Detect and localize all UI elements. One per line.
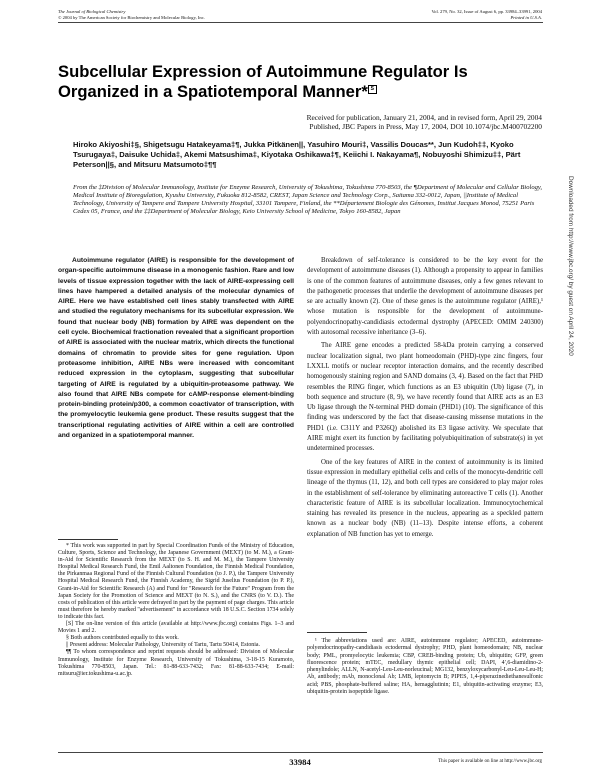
footnote-rule-left bbox=[58, 539, 118, 540]
received-line: Received for publication, January 21, 2004, and in revised form, April 29, 2004 bbox=[306, 113, 542, 122]
footer-rule bbox=[58, 752, 543, 753]
volume-line: Vol. 279, No. 32, Issue of August 6, pp. 33984–33991, 2004 bbox=[431, 9, 542, 14]
funding-footnote: * This work was supported in part by Special Coordination Funds of the Ministry of Education, Culture, Sports, Science and Technology, the Japanese Government (MEXT) (to M. M.), a Grant-in-Aid for Scientific Research from the MEXT (to S. H. and M. M.), the Tampere University Hospital Medical Research Fund, the Emil Aaltonen Foundation, the Finnish Medical Foundation, the Pirkanmaa Regional Fund of the Finnish Cultural Foundation (to J. P.), the Tampere University Hospital Medical Research Fund, the Finnish Academy, the Sigrid Juselius Foundation (to P. P.), Grant-in-Aid for Scientific Research (A) and Fund for "Research for the Future" Program from the Japan Society for the Promotion of Science and MEXT (to N. S.), and the CNRS (to V. D.). The costs of publication of this article were defrayed in part by the payment of page charges. This article must therefore be hereby marked "advertisement" in accordance with 18 U.S.C. Section 1734 solely to indicate this fact. bbox=[58, 543, 294, 620]
equal-contribution-footnote: § Both authors contributed equally to this work. bbox=[66, 635, 179, 642]
online-version-footnote: [S] The on-line version of this article (available at http://www.jbc.org) contains Figs. 1–3 and Movies 1 and 2. bbox=[58, 621, 294, 635]
publication-dates bbox=[57, 113, 542, 131]
page-number: 33984 bbox=[289, 757, 311, 767]
present-address-footnote: || Present address: Molecular Pathology, University of Tartu, Tartu 50414, Estonia. bbox=[66, 642, 260, 649]
published-line: Published, JBC Papers in Press, May 17, 2004, DOI 10.1074/jbc.M400702200 bbox=[309, 122, 542, 132]
download-note-text: Downloaded from http://www.jbc.org/ by guest on April 24, 2020 bbox=[567, 176, 574, 356]
journal-header-right bbox=[431, 9, 542, 20]
abbreviations-text: ¹ The abbreviations used are: AIRE, autoimmune regulator; APECED, autoimmune-polyendocrinopathy-candidiasis ectodermal dystrophy; PHD, plant homeodomain; NB, nuclear body; PML, promyelocytic leukemia; CBP, CREB-binding protein; Ub, ubiquitin; GFP, green fluorescence protein; mTEC, medullary thymic epithelial cell; DAPI, 4′,6-diamidino-2-phenylindole; ALLN, N-acetyl-Leu-Leu-norleucinal; MG132, benzyloxycarbonyl-Leu-Leu-Leu-H; Ab, antibody; mAb, monoclonal Ab; LMB, leptomycin B; PIPES, 1,4-piperazinediethanesulfonic acid; PBS, phosphate-buffered saline; HA, hemagglutinin; E1, ubiquitin-activating enzyme; E3, ubiquitin-protein isopeptide ligase. bbox=[307, 638, 543, 696]
footer-website: This paper is available on line at http://www.jbc.org bbox=[438, 759, 542, 764]
affiliations: From the ‡Division of Molecular Immunology, Institute for Enzyme Research, University of Tokushima, Tokushima 770-8503, the ¶Department of Molecular and Cellular Biology, Medical Institute of Bioregulation, Kyushu University, Fukuoka 812-8582, CREST, Japan Science and Technology Corp., Saitama 332-0012, Japan, ||Institute of Medical Technology, University of Tampere and Tampere University Hospital, 33101 Tampere, Finland, the **Département Biologie des Génomes, Institut Jacques Monod, 75251 Paris Cedex 05, France, and the ‡‡Department of Molecular Biology, Keio University School of Medicine, Tokyo 160-8582, Japan bbox=[73, 184, 543, 216]
abstract: Autoimmune regulator (AIRE) is responsible for the development of organ-specific autoimmune disease in a monogenic fashion. Rare and low levels of tissue expression together with the lack of AIRE-expressing cell lines have hampered a detailed analysis of the molecular dynamics of AIRE. Here we have established cell lines stably transfected with AIRE and studied the regulatory mechanisms for its subcellular expression. We found that nuclear body (NB) formation by AIRE was dependent on the cell cycle. Biochemical fractionation revealed that a significant proportion of AIRE is associated with the nuclear matrix, which directs the functional domains of chromatin to provide sites for gene regulation. Upon proteasome inhibition, AIRE NBs were increased with concomitant reduced expression in the cytoplasm, suggesting that subcellular targeting of AIRE is regulated by a ubiquitin-proteasome pathway. We also found that AIRE NBs compete for cAMP-response element-binding protein-binding protein/p300, a common coactivator of transcription, with the promyelocytic leukemia gene product. These results suggest that the transcriptional regulating activities of AIRE within a cell are controlled and organized in a spatiotemporal manner. bbox=[58, 257, 294, 440]
author-list: Hiroko Akiyoshi‡§, Shigetsugu Hatakeyama‡¶, Jukka Pitkänen||, Yasuhiro Mouri‡, Vassilis Doucas**, Jun Kudoh‡‡, Kyoko Tsurugaya‡, Daisuke Uchida‡, Akemi Matsushima‡, Kiyotaka Oshikawa‡¶, Keiichi I. Nakayama¶, Nobuyoshi Shimizu‡‡, Pärt Peterson||§, and Mitsuru Matsumoto‡¶¶ bbox=[73, 140, 521, 170]
article-title bbox=[58, 62, 543, 102]
body-paragraph: The AIRE gene encodes a predicted 58-kDa protein carrying a conserved nuclear localization signal, two plant homeodomain (PHD)-type zinc fingers, four LXXLL motifs or nuclear receptor interaction domains, and the recently described homogenously staining region and SAND domains (3, 4). Based on the fact that PHD resembles the RING finger, which functions as an E3 ubiquitin (Ub) ligase (7), in both sequence and structure (8, 9), we have recently found that AIRE acts as an E3 Ub ligase through the N-terminal PHD domain (PHD1) (10). The significance of this finding was underscored by the fact that disease-causing missense mutations in the PHD1 (i.e. C311Y and P326Q) abolished its E3 ligase activity. We speculate that AIRE might exert its function by facilitating polyubiquitination of substrate(s) in yet undetermined processes. bbox=[307, 342, 543, 453]
footnote-rule-right bbox=[307, 632, 367, 633]
body-paragraph: Breakdown of self-tolerance is considered to be the key event for the development of autoimmune diseases (1). Although a propensity to appear in families is one of the common features of autoimmune diseases, only a few genes relevant to the pathogenetic processes that underlie the development of autoimmune diseases per se are actually known (2). One of these genes is the autoimmune regulator (AIRE),¹ whose mutation is responsible for the development of autoimmune-polyendocrinopathy-candidiasis ectodermal dystrophy (APECED: OMIM 240300) with autosomal recessive inheritance (3–6). bbox=[307, 257, 543, 337]
correspondence-footnote: ¶¶ To whom correspondence and reprint requests should be addressed: Division of Molecular Immunology, Institute for Enzyme Research, University of Tokushima, 3-18-15 Kuramoto, Tokushima 770-8503, Japan. Tel.: 81-88-633-7432; Fax: 81-88-633-7434; E-mail: mitsuru@ier.tokushima-u.ac.jp. bbox=[58, 649, 294, 677]
article-title-text: Subcellular Expression of Autoimmune Regulator Is Organized in a Spatiotemporal Manner* bbox=[58, 62, 468, 101]
journal-header-left bbox=[58, 9, 205, 20]
download-watermark bbox=[556, 176, 574, 476]
printed-line: Printed in U.S.A. bbox=[510, 14, 542, 20]
journal-name: The Journal of Biological Chemistry bbox=[58, 9, 126, 14]
copyright-line: © 2004 by The American Society for Biochemistry and Molecular Biology, Inc. bbox=[58, 14, 205, 20]
supplement-icon: S bbox=[368, 85, 377, 94]
body-paragraph: One of the key features of AIRE in the context of autoimmunity is its limited tissue expression in medullary epithelial cells and cells of the monocyte-dendritic cell lineage of the thymus (11, 12), and both cell types are considered to play major roles in the establishment of self-tolerance by eliminating autoreactive T cells (1). Another characteristic feature of AIRE is its subcellular localization. Immunocytochemical staining has revealed its presence in the nucleus, appearing as a speckled pattern known as a nuclear body (NB) (11–13). Despite intense efforts, a coherent explanation of NB function has yet to emerge. bbox=[307, 458, 543, 538]
body-text bbox=[307, 256, 543, 543]
footnotes-left bbox=[58, 543, 294, 678]
header-rule bbox=[58, 22, 543, 23]
abbreviations-footnote bbox=[307, 638, 543, 696]
